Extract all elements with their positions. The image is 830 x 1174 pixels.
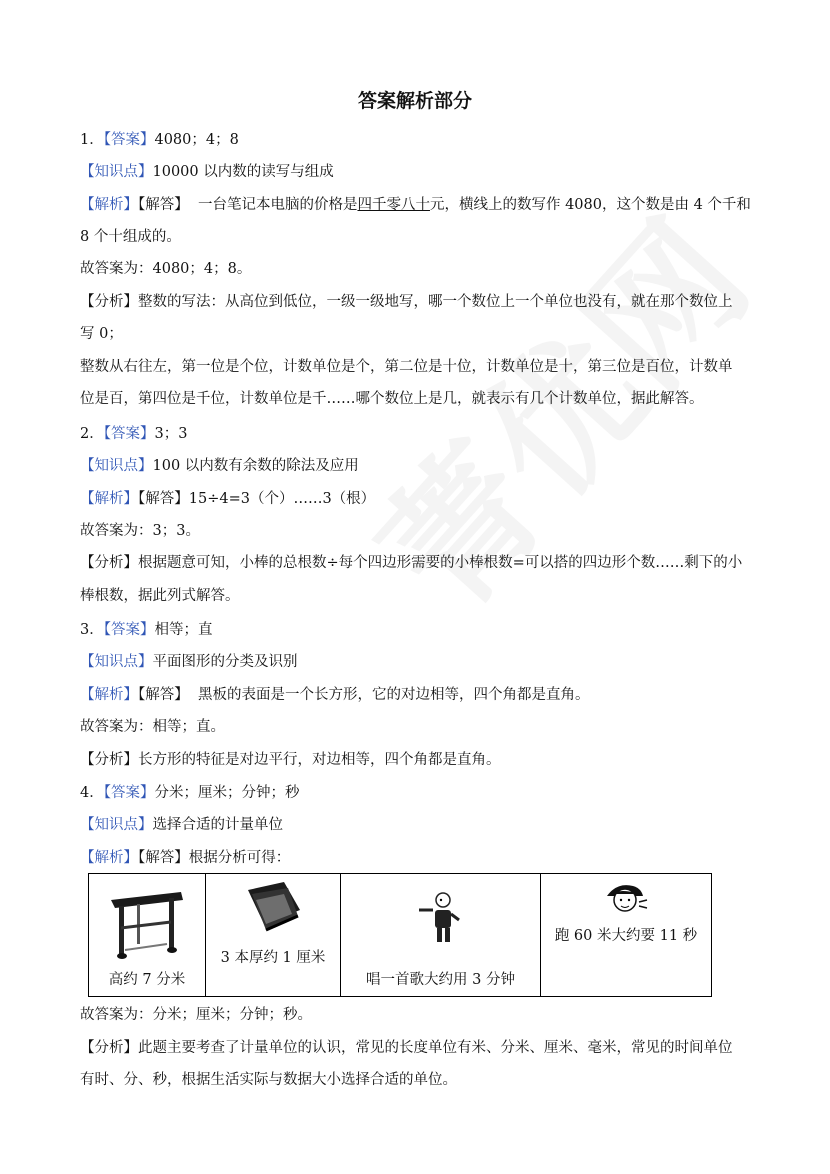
solution-tag: 【解答】 [138,197,189,213]
q2-fenxi-line [80,553,770,573]
q4-number: 4． [80,785,104,801]
q1-fenxi-d: 位是百，第四位是千位，计数单位是千……哪个数位上是几，就表示有几个计数单位，据此解答。 [80,391,704,407]
q4-fenxi-b: 有时、分、秒，根据生活实际与数据大小选择合适的单位。 [80,1072,457,1088]
q1-fenxi-c: 整数从右往左，第一位是个位，计数单位是个，第二位是十位，计数单位是十，第三位是百位，计数单 [80,359,733,375]
q1-answer: 4080；4；8 [154,132,239,148]
q3-answer: 相等；直 [154,622,213,638]
knowledge-tag: 【知识点】 [80,654,153,670]
q1-solution-line [80,195,770,215]
answer-tag: 【答案】 [103,622,155,638]
answer-tag: 【答案】 [103,132,155,148]
q3-number: 3． [80,622,104,638]
analysis-tag: 【解析】 [80,197,138,213]
q4-fenxi-line [80,1038,770,1058]
q4-knowledge-line [80,815,770,835]
units-cell-desk-label: 高约 7 分米 [108,972,186,988]
q1-fenxi-line [80,292,770,312]
q3-fenxi-line [80,750,770,770]
q3-final: 故答案为：相等；直。 [80,719,225,735]
q2-fenxi-a: 根据题意可知，小棒的总根数÷每个四边形需要的小棒根数=可以搭的四边形个数……剩下的小 [138,555,743,571]
q2-number: 2． [80,426,104,442]
runner-face-picture [603,882,649,914]
units-cell-books [206,874,341,997]
q2-fenxi-b: 棒根数，据此列式解答。 [80,588,240,604]
units-cell-runner-label: 跑 60 米大约要 11 秒 [554,928,698,944]
q4-answer-line [80,783,770,803]
singer-picture [415,892,465,948]
q2-answer-line [80,424,770,444]
units-cell-desk [89,874,206,997]
desk-picture [107,884,187,962]
q1-solution-a: 一台笔记本电脑的价格是 [197,197,358,213]
analysis-tag: 【解析】 [80,491,138,507]
fenxi-tag: 【分析】 [80,294,138,310]
q4-final: 故答案为：分米；厘米；分钟；秒。 [80,1007,312,1023]
fenxi-tag: 【分析】 [80,1040,138,1056]
fenxi-tag: 【分析】 [80,752,138,768]
q1-fenxi-b: 写 0； [80,326,123,342]
units-cell-singer-label: 唱一首歌大约用 3 分钟 [366,972,515,988]
q1-solution-line-2: 8 个十组成的。 [80,229,181,245]
q4-knowledge: 选择合适的计量单位 [152,817,283,833]
q4-solution: 根据分析可得： [188,850,291,866]
q1-solution-underlined: 四千零八十 [357,197,430,213]
knowledge-tag: 【知识点】 [80,458,153,474]
q1-fenxi-a: 整数的写法：从高位到低位，一级一级地写，哪一个数位上一个单位也没有，就在那个数位上 [138,294,733,310]
q2-solution-line [80,489,770,509]
q3-knowledge-line [80,652,770,672]
q2-knowledge: 100 以内数有余数的除法及应用 [152,458,359,474]
q1-answer-line [80,130,770,150]
solution-tag: 【解答】 [138,491,189,507]
solution-tag: 【解答】 [138,687,189,703]
q2-knowledge-line [80,456,770,476]
q3-fenxi: 长方形的特征是对边平行，对边相等，四个角都是直角。 [138,752,501,768]
q4-answer: 分米；厘米；分钟；秒 [154,785,300,801]
answer-tag: 【答案】 [103,785,155,801]
q1-knowledge: 10000 以内数的读写与组成 [152,164,334,180]
knowledge-tag: 【知识点】 [80,164,153,180]
knowledge-tag: 【知识点】 [80,817,153,833]
fenxi-tag: 【分析】 [80,555,138,571]
q3-knowledge: 平面图形的分类及识别 [152,654,298,670]
units-cell-singer [341,874,541,997]
q2-final: 故答案为：3；3。 [80,523,200,539]
q4-solution-line [80,848,770,868]
books-picture [244,880,304,936]
q3-answer-line [80,620,770,640]
q1-knowledge-line [80,162,770,182]
answer-tag: 【答案】 [103,426,155,442]
q4-fenxi-a: 此题主要考查了计量单位的认识，常见的长度单位有米、分米、厘米、毫米，常见的时间单位 [138,1040,733,1056]
analysis-tag: 【解析】 [80,850,138,866]
page-title: 答案解析部分 [357,90,472,112]
solution-tag: 【解答】 [138,850,189,866]
q1-solution-b: 元，横线上的数写作 4080，这个数是由 4 个千和 [429,197,751,213]
q3-solution: 黑板的表面是一个长方形，它的对边相等，四个角都是直角。 [197,687,590,703]
q2-answer: 3；3 [154,426,188,442]
analysis-tag: 【解析】 [80,687,138,703]
units-table [88,873,712,997]
q1-final: 故答案为：4080；4；8。 [80,261,252,277]
q2-solution: 15÷4=3（个）……3（根） [188,491,376,507]
units-cell-books-label: 3 本厚约 1 厘米 [220,950,326,966]
units-cell-runner [541,874,712,997]
q3-solution-line [80,685,770,705]
q1-number: 1． [80,132,104,148]
